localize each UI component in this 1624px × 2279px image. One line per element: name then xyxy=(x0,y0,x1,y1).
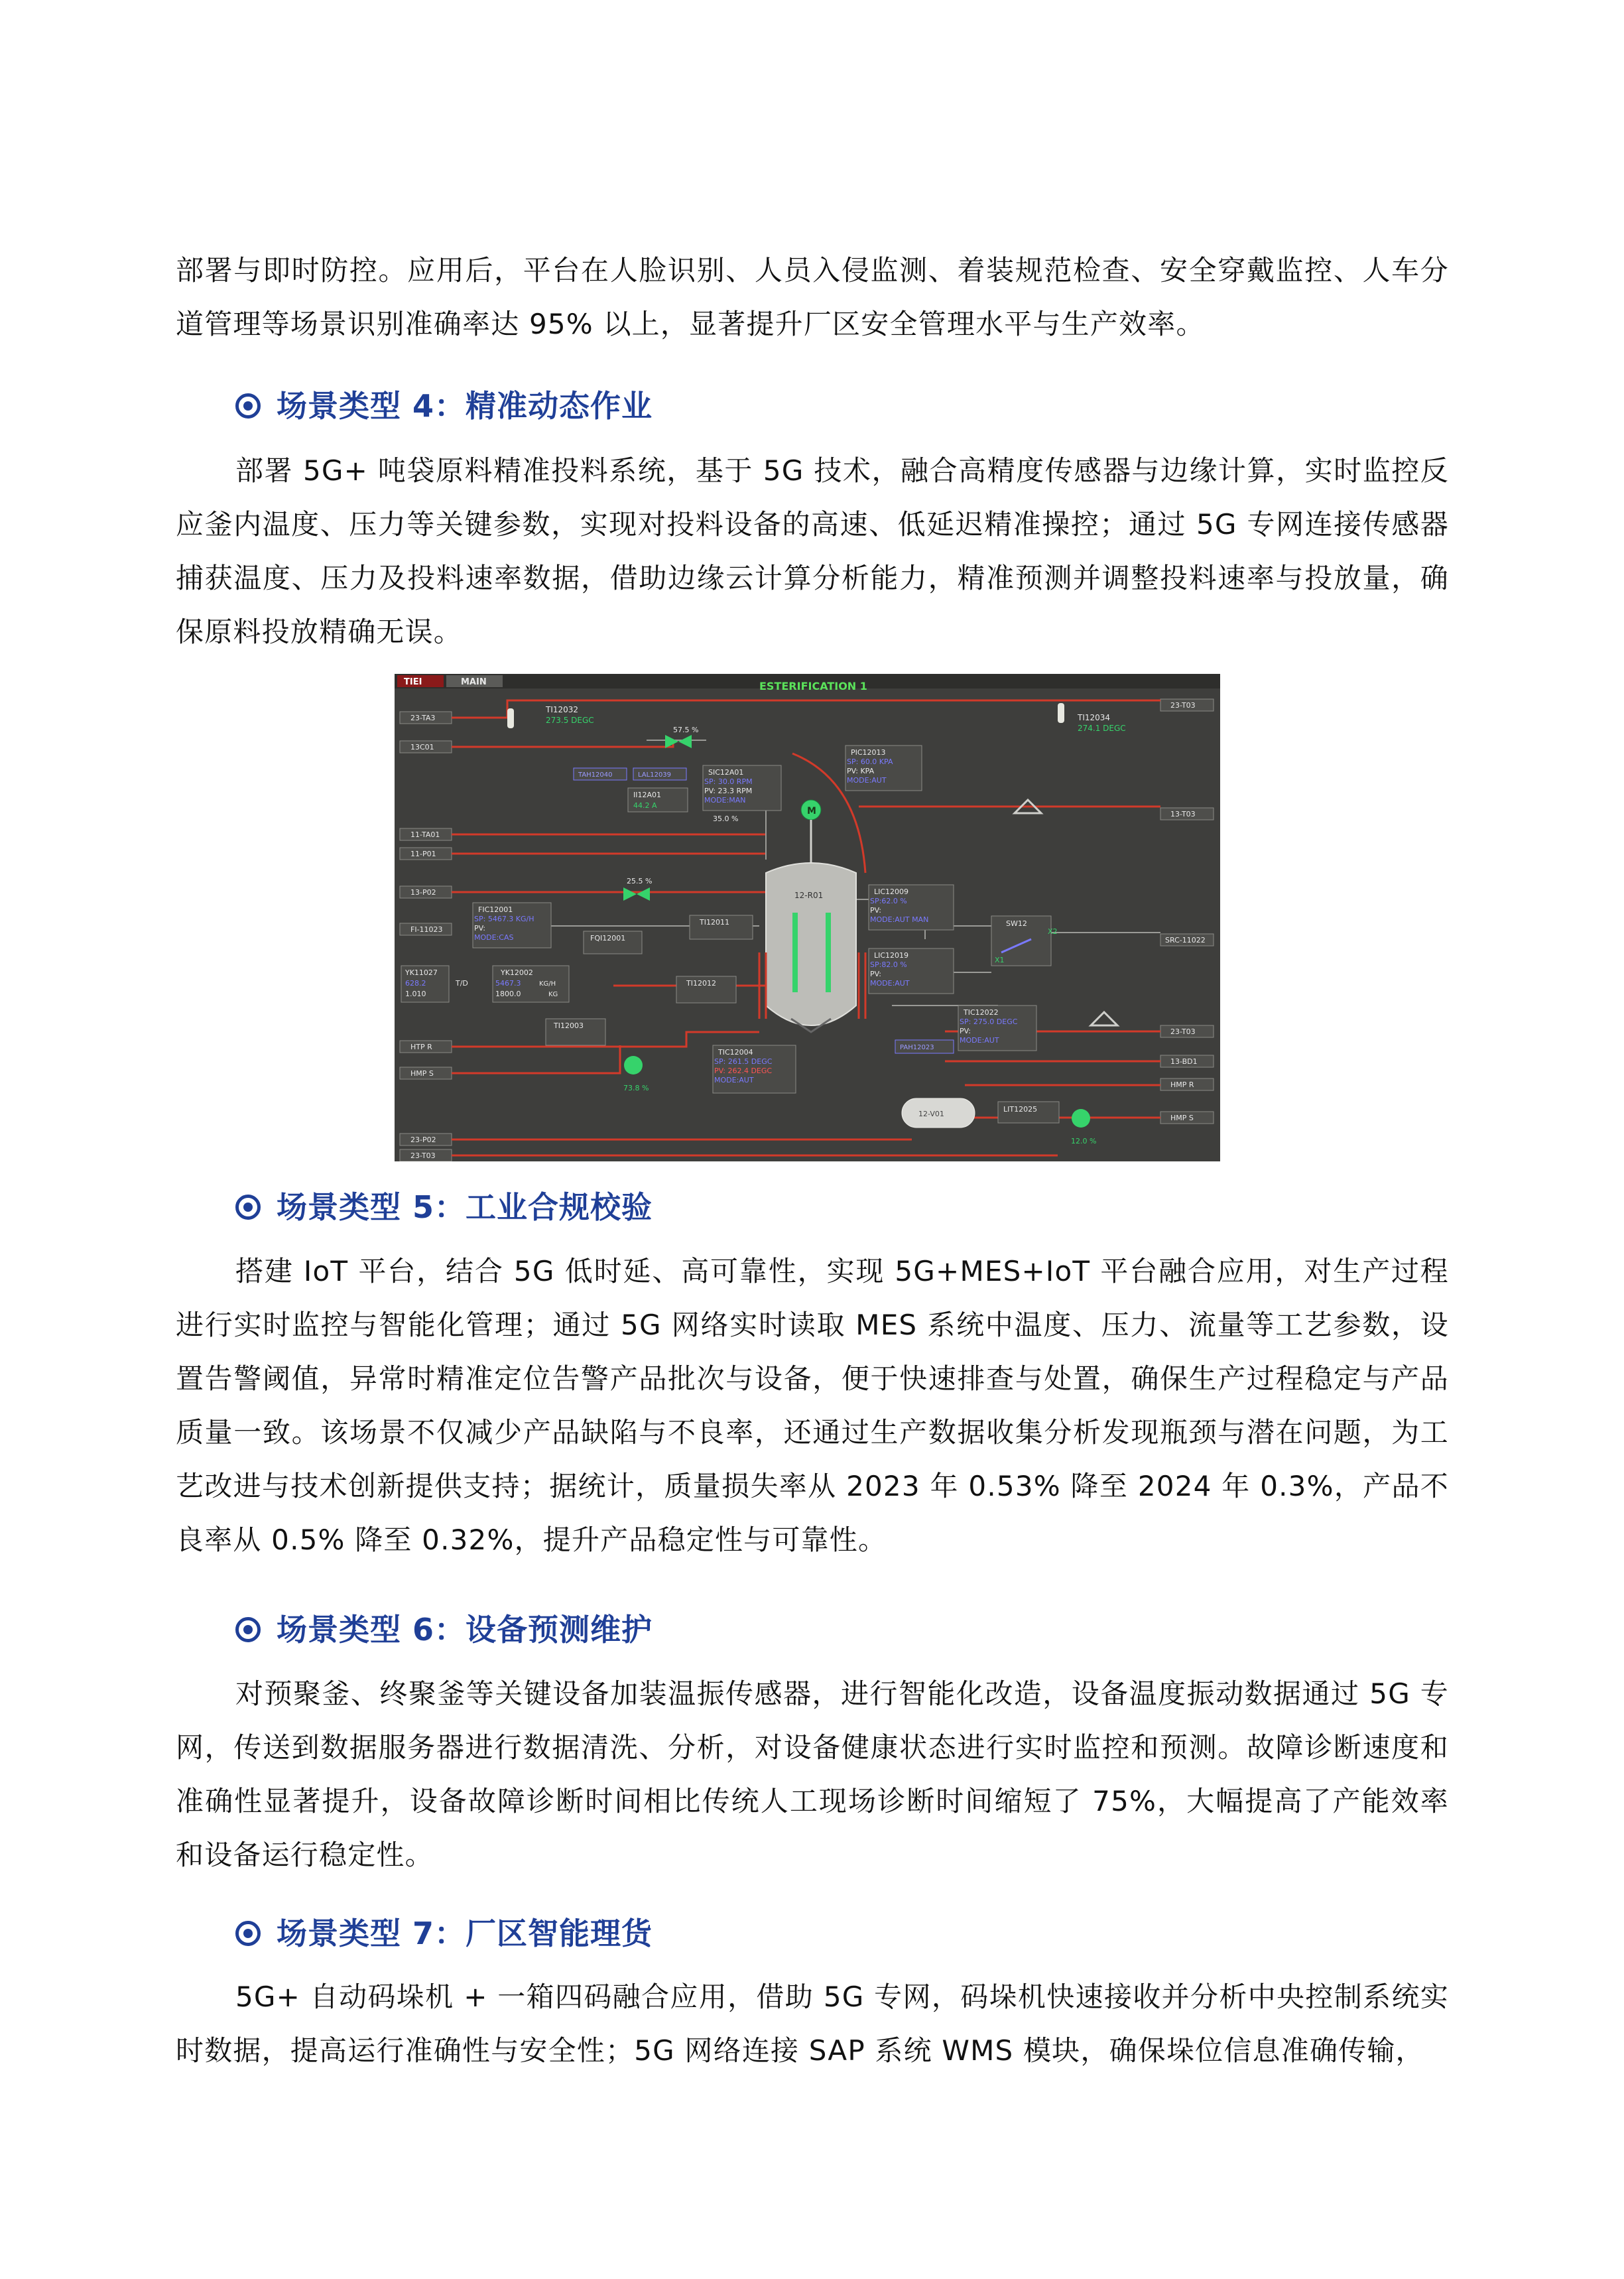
thermowell-icon xyxy=(507,708,514,728)
pic12013-mode: MODE:AUT xyxy=(847,776,887,785)
lic12009-mode: MODE:AUT MAN xyxy=(870,915,929,924)
ti12011: TI12011 xyxy=(700,918,729,927)
hmi-title: ESTERIFICATION 1 xyxy=(759,680,867,692)
ti12032-label: TI12032 xyxy=(546,705,579,714)
tic12004-sp: SP: 261.5 DEGC xyxy=(714,1057,773,1066)
fic12001-mode: MODE:CAS xyxy=(474,933,514,942)
sw12-x1: X1 xyxy=(995,956,1005,964)
heading-scenario-6-text: 场景类型 6：设备预测维护 xyxy=(277,1612,653,1648)
tic12022-pv: PV: xyxy=(960,1027,971,1035)
paragraph-precise-feeding: 部署 5G+ 吨袋原料精准投料系统，基于 5G 技术，融合高精度传感器与边缘计算，实时监控反应釜内温度、压力等关键参数，实现对投料设备的高速、低延迟精准操控；通过 5G 专网连接传感器捕获温度、压力及投料速率数据，借助边缘云计算分析能力，精准预测并调整投料速率与投放量，确保原料投放精确无误。 xyxy=(176,454,1449,648)
tag-right-3: SRC-11022 xyxy=(1165,936,1206,944)
reactor-label: 12-R01 xyxy=(794,891,824,900)
tag-left-2: 13C01 xyxy=(410,743,434,751)
fic12001-pv: PV: xyxy=(474,924,485,933)
reactor-level-bar-left xyxy=(792,913,798,992)
tic12022-name: TIC12022 xyxy=(964,1008,999,1017)
lic12019-mode: MODE:AUT xyxy=(870,979,910,988)
tag-left-5: 13-P02 xyxy=(410,888,436,897)
tag-right-1: 23-T03 xyxy=(1170,701,1196,710)
lic12019-sp: SP:82.0 % xyxy=(870,960,907,969)
lic12009-name: LIC12009 xyxy=(874,887,909,896)
tag-left-1: 23-TA3 xyxy=(410,714,436,722)
lal12039: LAL12039 xyxy=(638,771,672,779)
tag-right-4: 23-T03 xyxy=(1170,1027,1196,1036)
paragraph-compliance: 搭建 IoT 平台，结合 5G 低时延、高可靠性，实现 5G+MES+IoT 平台融合应用，对生产过程进行实时监控与智能化管理；通过 5G 网络实时读取 MES 系统中温度、压力、流量等工艺参数，设置告警阈值，异常时精准定位告警产品批次与设备，便于快速排查与处置，确保生产过程稳定与产品质量一致。该场景不仅减少产品缺陷与不良率，还通过生产数据收集分析发现瓶颈与潜在问题，为工艺改进与技术创新提供支持；据统计，质量损失率从 2023 年 0.53% 降至 2024 年 0.3%，产品不良率从 0.5% 降至 0.32%，提升产品稳定性与可靠性。 xyxy=(176,1255,1449,1556)
heading-scenario-5-text: 场景类型 5：工业合规校验 xyxy=(277,1189,653,1225)
fic12001-name: FIC12001 xyxy=(478,905,513,914)
circled-dot-icon xyxy=(235,1921,261,1946)
pah12023: PAH12023 xyxy=(900,1044,934,1051)
tag-right-6: HMP R xyxy=(1170,1080,1194,1089)
pic12013-sp: SP: 60.0 KPA xyxy=(847,757,893,766)
circled-dot-icon xyxy=(235,393,261,419)
thermowell-icon-2 xyxy=(1058,703,1064,723)
paragraph-smart-warehouse: 5G+ 自动码垛机 + 一箱四码融合应用，借助 5G 专网，码垛机快速接收并分析中央控制系统实时数据，提高运行准确性与安全性；5G 网络连接 SAP 系统 WMS 模块，确保垛位信息准确传输， xyxy=(176,1981,1449,2067)
yk12002-name: YK12002 xyxy=(501,968,533,977)
tag-left-7: HTP R xyxy=(410,1043,432,1051)
tic12004-pv: PV: 262.4 DEGC xyxy=(714,1067,773,1075)
heading-scenario-6 xyxy=(235,1610,653,1650)
pump-icon-2[interactable] xyxy=(1072,1109,1090,1128)
sw12-x2: X2 xyxy=(1048,927,1058,936)
yk12002-v2: 1800.0 xyxy=(495,990,521,998)
circled-dot-icon xyxy=(235,1617,261,1642)
tag-left-3: 11-TA01 xyxy=(410,830,440,839)
yk11027-name: YK11027 xyxy=(405,968,438,977)
ti12034-label: TI12034 xyxy=(1078,713,1111,722)
tag-left-6: FI-11023 xyxy=(410,925,443,934)
tic12004-name: TIC12004 xyxy=(718,1048,753,1057)
hmi-esterification-screenshot xyxy=(395,674,1220,1161)
valve-mid-pct: 25.5 % xyxy=(627,877,653,885)
tic12022-mode: MODE:AUT xyxy=(960,1036,999,1045)
ti12012: TI12012 xyxy=(686,979,716,988)
tag-left-4: 11-P01 xyxy=(410,850,436,858)
ti12034-value: 274.1 DEGC xyxy=(1078,724,1126,733)
valve-top-pct: 57.5 % xyxy=(673,726,699,734)
tag-right-7: HMP S xyxy=(1170,1114,1194,1122)
td-label: T/D xyxy=(456,979,468,988)
heading-scenario-7-text: 场景类型 7：厂区智能理货 xyxy=(277,1916,653,1951)
heading-scenario-7 xyxy=(235,1914,653,1953)
lit12025: LIT12025 xyxy=(1003,1105,1038,1114)
heading-scenario-4-text: 场景类型 4：精准动态作业 xyxy=(277,388,653,424)
heading-scenario-4 xyxy=(235,386,653,426)
tag-left-8: HMP S xyxy=(410,1069,434,1078)
sw12-label: SW12 xyxy=(1006,919,1027,928)
tag-right-2: 13-T03 xyxy=(1170,810,1196,818)
lic12009-pv: PV: xyxy=(870,906,881,915)
ti12003: TI12003 xyxy=(554,1021,584,1030)
sic12a01-pv: PV: 23.3 RPM xyxy=(704,787,753,795)
lic12009-sp: SP:62.0 % xyxy=(870,897,907,905)
sic12a01-sp: SP: 30.0 RPM xyxy=(704,777,753,786)
tag-left-10: 23-T03 xyxy=(410,1151,436,1160)
circled-dot-icon xyxy=(235,1195,261,1220)
pic12013-pv: PV: KPA xyxy=(847,767,875,775)
pump-icon[interactable] xyxy=(624,1056,643,1074)
paragraph-safety-results: 部署与即时防控。应用后，平台在人脸识别、人员入侵监测、着装规范检查、安全穿戴监控、人车分道管理等场景识别准确率达 95% 以上，显著提升厂区安全管理水平与生产效率。 xyxy=(176,254,1449,340)
yk12002-unit2: KG xyxy=(548,991,558,998)
main-tab-label: MAIN xyxy=(461,677,487,687)
fic12001-sp: SP: 5467.3 KG/H xyxy=(474,915,534,923)
ii12a01-value: 44.2 A xyxy=(633,801,657,810)
tag-right-5: 13-BD1 xyxy=(1170,1057,1198,1066)
ti12032-value: 273.5 DEGC xyxy=(546,716,594,725)
tic12022-sp: SP: 275.0 DEGC xyxy=(960,1017,1018,1026)
yk12002-unit1: KG/H xyxy=(539,980,556,988)
lic12019-name: LIC12019 xyxy=(874,951,909,960)
motor-pct: 35.0 % xyxy=(713,814,739,823)
yk11027-v2: 1.010 xyxy=(405,990,426,998)
heading-scenario-5 xyxy=(235,1187,653,1227)
tah12040: TAH12040 xyxy=(578,771,613,779)
vessel-label: 12-V01 xyxy=(918,1110,944,1118)
ii12a01-name: II12A01 xyxy=(633,791,662,799)
pic12013-name: PIC12013 xyxy=(851,748,886,757)
reactor-level-bar-right xyxy=(826,913,831,992)
reactor-vessel-icon xyxy=(766,863,856,1025)
fqi12001: FQI12001 xyxy=(590,934,626,943)
lic12019-pv: PV: xyxy=(870,970,881,978)
sic12a01-name: SIC12A01 xyxy=(708,768,744,777)
tic12004-mode: MODE:AUT xyxy=(714,1076,754,1084)
yk11027-v1: 628.2 xyxy=(405,979,426,988)
paragraph-predictive-maintenance: 对预聚釜、终聚釜等关键设备加装温振传感器，进行智能化改造，设备温度振动数据通过 5G 专网，传送到数据服务器进行数据清洗、分析，对设备健康状态进行实时监控和预测。故障诊断速度和准确性显著提升，设备故障诊断时间相比传统人工现场诊断时间缩短了 75%，大幅提高了产能效率和设备运行稳定性。 xyxy=(176,1677,1449,1871)
yk12002-v1: 5467.3 xyxy=(495,979,521,988)
pump-right-pct: 12.0 % xyxy=(1071,1137,1097,1145)
hmi-logo: TIEI xyxy=(404,677,422,687)
tag-left-9: 23-P02 xyxy=(410,1136,436,1144)
sic12a01-mode: MODE:MAN xyxy=(704,796,746,805)
motor-label: M xyxy=(807,806,816,816)
pump-left-pct: 73.8 % xyxy=(623,1084,649,1092)
